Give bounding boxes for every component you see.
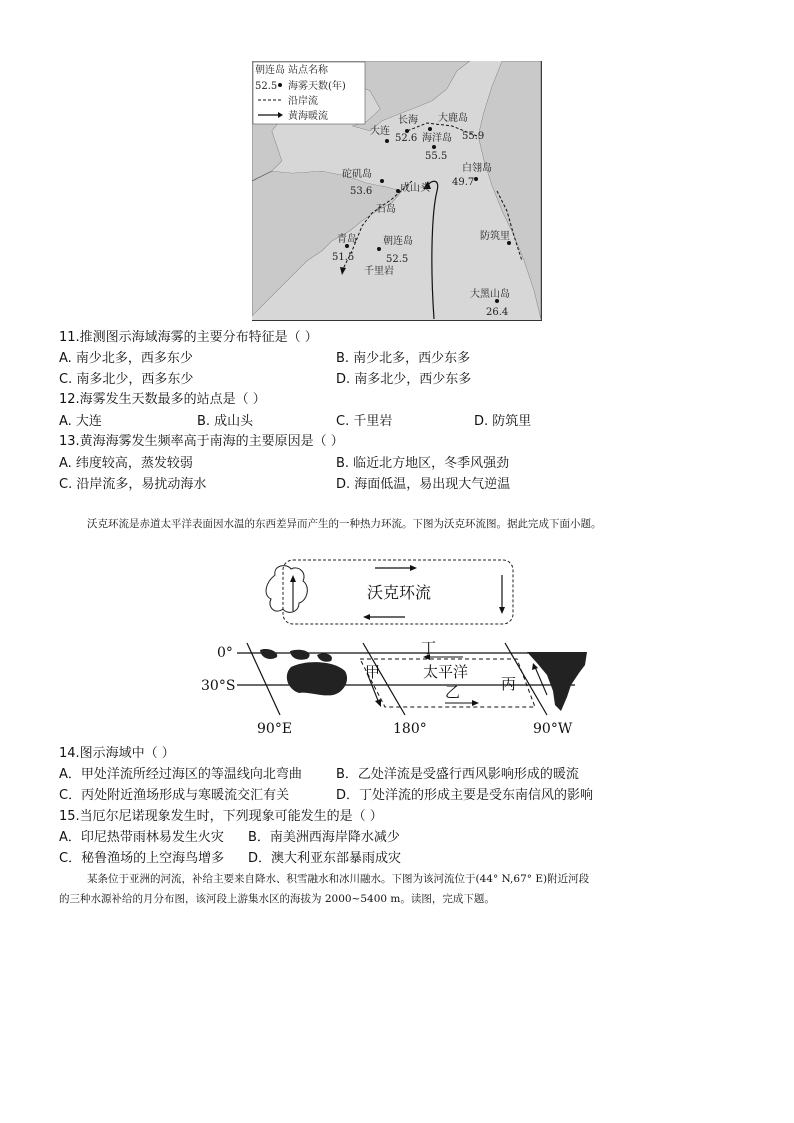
station-chaolian-days: 52.5	[386, 254, 409, 265]
land-new-guinea	[290, 650, 310, 660]
river-intro-line-2: 的三种水源补给的月分布图，该河段上游集水区的海拔为 2000~5400 m。读图，完成下题。	[59, 893, 495, 905]
legend-coastal-current: 沿岸流	[288, 96, 318, 107]
q11-option-c[interactable]: C. 南多北少，西多东少	[59, 372, 194, 387]
station-changhai-days: 52.6	[395, 133, 418, 144]
legend-warm-current: 黄海暖流	[288, 111, 328, 122]
question-11-stem: 11.推测图示海域海雾的主要分布特征是（ ）	[59, 330, 318, 345]
label-jia: 甲	[365, 663, 381, 681]
q11-option-a[interactable]: A. 南少北多，西多东少	[59, 351, 193, 366]
yellow-sea-fog-map	[252, 61, 542, 321]
label-yi: 乙	[445, 683, 461, 701]
station-daheishan: 大黑山岛	[470, 289, 510, 300]
station-changhai: 长海	[398, 115, 418, 126]
walker-title: 沃克环流	[367, 583, 432, 602]
q14-option-d[interactable]: D．丁处洋流的形成主要是受东南信风的影响	[336, 788, 594, 803]
q12-option-d[interactable]: D. 防筑里	[474, 414, 532, 429]
station-chengshantou: 成山头	[400, 183, 430, 194]
station-bailing-days: 49.7	[452, 177, 475, 188]
label-lat-30s: 30°S	[201, 678, 236, 694]
walker-circulation-diagram	[195, 555, 595, 740]
land-south-america	[527, 652, 587, 711]
station-tuoji: 砣矶岛	[342, 169, 372, 180]
q12-option-a[interactable]: A. 大连	[59, 414, 102, 429]
q11-option-b[interactable]: B. 南少北多，西少东多	[336, 351, 471, 366]
q14-option-b[interactable]: B．乙处洋流是受盛行西风影响形成的暖流	[336, 767, 579, 782]
river-intro-line-1: 某条位于亚洲的河流，补给主要来自降水、积雪融水和冰川融水。下图为该河流位于(44° N,67° E)附近河段	[87, 873, 590, 885]
station-daheishan-days: 26.4	[486, 307, 509, 318]
q12-option-c[interactable]: C. 千里岩	[336, 414, 393, 429]
legend-station-example: 朝连岛	[255, 65, 285, 76]
q14-option-a[interactable]: A．甲处洋流所经过海区的等温线向北弯曲	[59, 767, 302, 782]
station-fangzhuli: 防筑里	[480, 231, 510, 242]
q15-option-a[interactable]: A．印尼热带雨林易发生火灾	[59, 830, 224, 845]
station-dalu: 大鹿岛	[438, 113, 468, 124]
station-qingdao: 青岛	[337, 234, 357, 245]
convection-cloud	[266, 566, 307, 613]
station-shidao: 石岛	[376, 204, 396, 215]
station-dalu-days: 55.9	[462, 131, 485, 142]
q13-option-d[interactable]: D. 海面低温，易出现大气逆温	[336, 477, 511, 492]
label-ding: 丁	[421, 639, 437, 657]
legend-days-example: 52.5	[255, 81, 278, 92]
q13-option-a[interactable]: A. 纬度较高，蒸发较弱	[59, 456, 193, 471]
label-lon-90w: 90°W	[533, 721, 573, 737]
station-chaolian: 朝连岛	[383, 236, 413, 247]
label-bing: 丙	[501, 675, 517, 693]
q15-option-d[interactable]: D．澳大利亚东部暴雨成灾	[248, 851, 402, 866]
label-lon-180: 180°	[393, 721, 427, 737]
station-tuoji-days: 53.6	[350, 186, 373, 197]
station-haiyang: 海洋岛	[422, 133, 452, 144]
question-14-stem: 14.图示海域中（ ）	[59, 746, 175, 761]
legend-station-desc: 站点名称	[288, 65, 328, 76]
question-12-stem: 12.海雾发生天数最多的站点是（ ）	[59, 392, 266, 407]
station-bailing: 白翎岛	[462, 163, 492, 174]
q14-option-c[interactable]: C．丙处附近渔场形成与寒暖流交汇有关	[59, 788, 290, 803]
legend-days-desc: 海雾天数(年)	[288, 81, 346, 92]
station-dalian: 大连	[370, 126, 390, 137]
question-13-stem: 13.黄海海雾发生频率高于南海的主要原因是（ ）	[59, 434, 344, 449]
q15-option-c[interactable]: C．秘鲁渔场的上空海鸟增多	[59, 851, 225, 866]
q12-option-b[interactable]: B. 成山头	[197, 414, 254, 429]
walker-intro-paragraph: 沃克环流是赤道太平洋表面因水温的东西差异而产生的一种热力环流。下图为沃克环流图。据此完成下面小题。	[87, 518, 602, 530]
q11-option-d[interactable]: D. 南多北少，西少东多	[336, 372, 472, 387]
question-15-stem: 15.当厄尔尼诺现象发生时，下列现象可能发生的是（ ）	[59, 809, 383, 824]
land-indonesia	[260, 649, 277, 659]
q13-option-b[interactable]: B. 临近北方地区，冬季风强劲	[336, 456, 510, 471]
station-qianliyan: 千里岩	[364, 266, 394, 277]
q13-option-c[interactable]: C. 沿岸流多，易扰动海水	[59, 477, 207, 492]
station-haiyang-days: 55.5	[425, 151, 448, 162]
label-lon-90e: 90°E	[257, 721, 293, 737]
label-lat-0: 0°	[217, 645, 233, 661]
q15-option-b[interactable]: B．南美洲西海岸降水减少	[248, 830, 400, 845]
station-qingdao-days: 51.5	[332, 252, 355, 263]
label-ocean: 太平洋	[423, 663, 469, 681]
land-australia	[287, 662, 347, 695]
